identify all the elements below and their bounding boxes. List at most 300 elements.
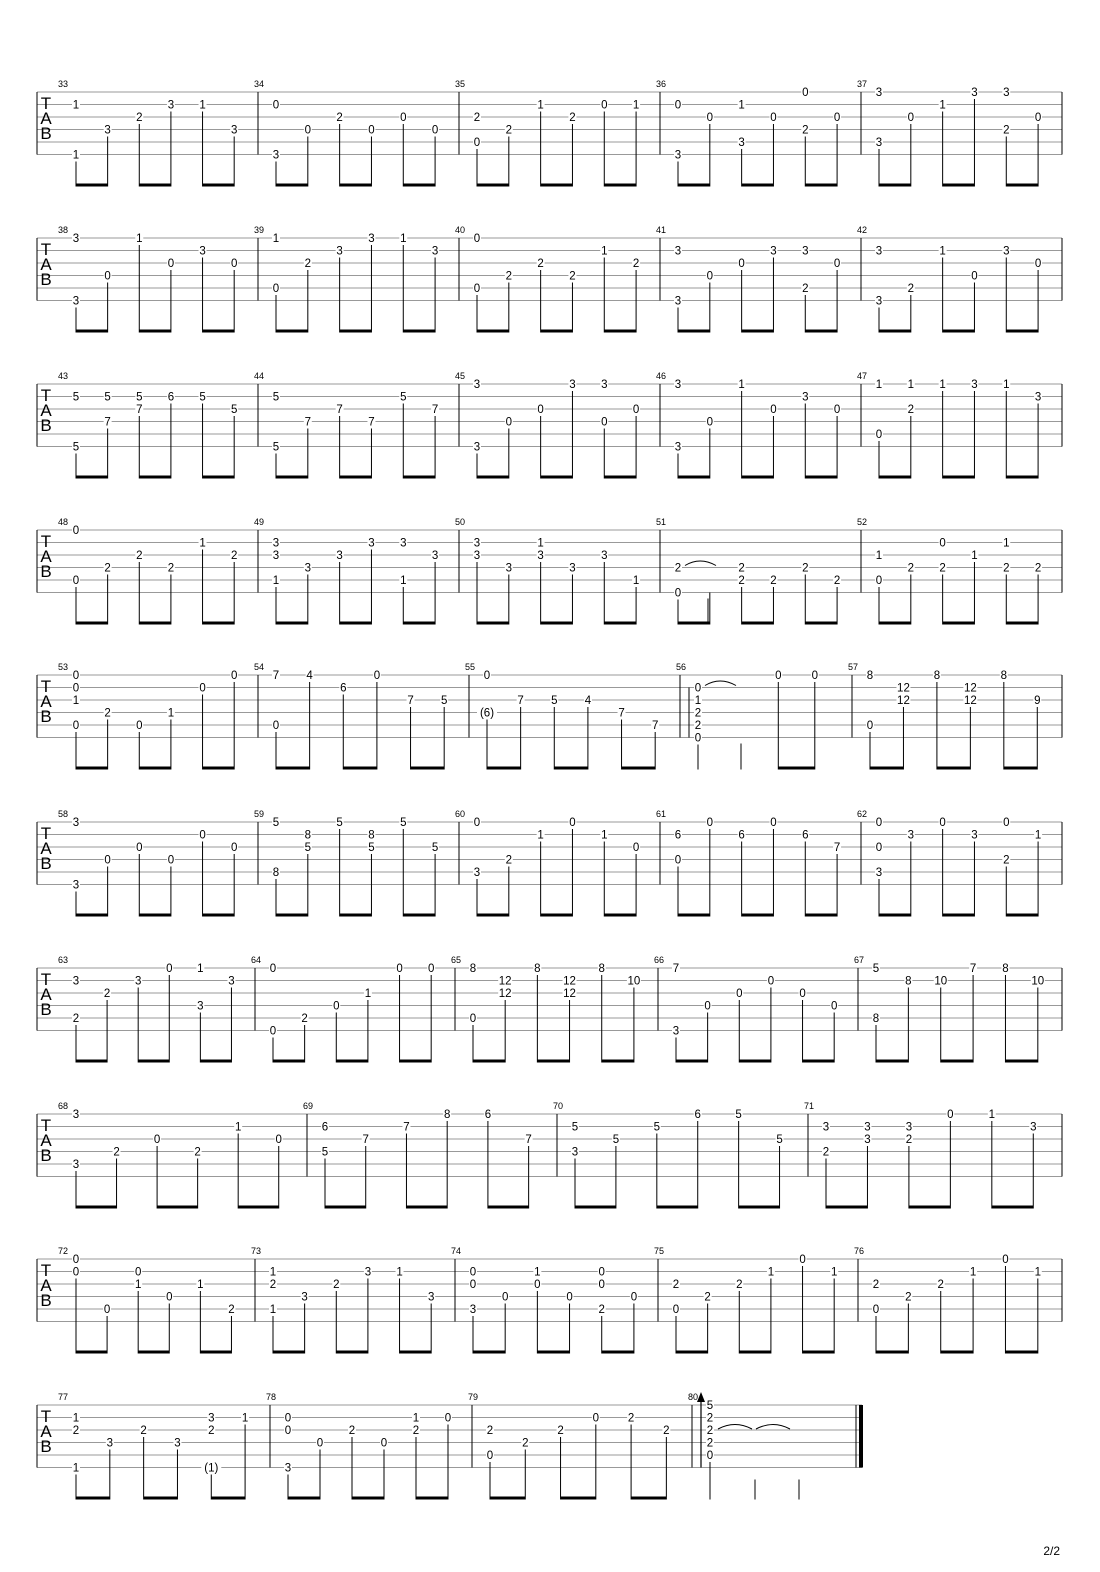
measure-number: 67	[854, 955, 865, 965]
measure-number: 49	[254, 517, 265, 527]
tab-clef-letter: A	[40, 547, 52, 566]
fret-number: 8	[1002, 963, 1009, 975]
fret-number: 3	[864, 1134, 871, 1146]
beam	[400, 1060, 432, 1063]
beam	[76, 1206, 117, 1209]
fret-number: 4	[584, 695, 592, 707]
fret-number: 5	[272, 817, 280, 829]
fret-number: 0	[875, 842, 883, 854]
fret-number: 0	[72, 670, 80, 682]
fret-number: 0	[601, 416, 608, 429]
fret-number: 0	[598, 1266, 605, 1279]
beam	[490, 1497, 525, 1500]
fret-number: 2	[569, 270, 576, 283]
fret-number: 5	[321, 1146, 329, 1159]
beam	[742, 476, 774, 479]
fret-number: 1	[830, 1266, 838, 1279]
beam	[276, 767, 310, 770]
fret-number: 5	[272, 441, 280, 454]
fret-number: 1	[134, 1279, 142, 1291]
measure-number: 45	[455, 371, 466, 381]
fret-number: 7	[517, 695, 524, 707]
fret-number: 1	[632, 575, 640, 587]
fret-number: 3	[301, 1291, 308, 1304]
beam	[941, 1351, 973, 1354]
measure-number: 58	[58, 809, 69, 819]
measure-number: 60	[455, 809, 466, 819]
fret-number: 3	[368, 233, 375, 245]
fret-number: 0	[368, 124, 375, 137]
measure-number: 71	[804, 1101, 815, 1111]
measure-number: 68	[58, 1101, 69, 1111]
fret-number: 7	[304, 416, 312, 429]
measure-number: 55	[465, 662, 476, 672]
fret-number: 2	[706, 1437, 714, 1450]
fret-number: 0	[632, 842, 640, 854]
beam	[537, 1060, 569, 1063]
fret-number: 0	[706, 112, 714, 124]
fret-number: 0	[770, 404, 777, 416]
fret-number: 0	[811, 670, 819, 682]
fret-number: 3	[822, 1121, 830, 1134]
measure-number: 47	[857, 371, 868, 381]
fret-number: 2	[598, 1304, 605, 1316]
beam	[403, 622, 435, 625]
fret-number: 1	[199, 99, 206, 112]
fret-number: 2	[694, 720, 702, 732]
fret-number: 8	[469, 963, 477, 975]
fret-number: 0	[272, 99, 280, 112]
beam	[943, 330, 975, 333]
fret-number: 0	[284, 1412, 292, 1425]
fret-number: 7	[618, 707, 625, 720]
fret-number: 6	[340, 682, 347, 695]
fret-number: 0	[534, 1279, 541, 1291]
fret-number: 3	[971, 829, 978, 842]
fret-number: 7	[651, 720, 659, 732]
beam	[541, 330, 573, 333]
fret-number: 2	[167, 562, 175, 575]
beam	[288, 1497, 320, 1500]
fret-number: 1	[72, 99, 80, 112]
beam	[742, 622, 774, 625]
beam	[138, 1351, 169, 1354]
fret-number: 6	[694, 1109, 701, 1121]
beam	[76, 184, 108, 187]
beam	[203, 330, 235, 333]
fret-number: 0	[473, 817, 481, 829]
beam	[739, 1206, 780, 1209]
fret-number: 3	[875, 295, 883, 308]
fret-number: 3	[875, 245, 883, 258]
tab-clef-letter: B	[40, 562, 52, 581]
measure-number: 80	[688, 1392, 699, 1402]
fret-number: 0	[380, 1437, 388, 1450]
fret-number: 1	[241, 1412, 249, 1425]
beam	[477, 914, 509, 917]
beam	[276, 622, 308, 625]
tab-clef-letter: T	[40, 677, 52, 696]
fret-number: 2	[136, 112, 143, 124]
fret-number: 3	[569, 562, 576, 575]
fret-number: 0	[104, 270, 111, 283]
measure-number: 33	[58, 79, 69, 89]
fret-number: 1	[988, 1109, 996, 1121]
fret-number: 0	[473, 283, 481, 295]
fret-number: 0	[632, 404, 640, 416]
fret-number: 2	[269, 1279, 277, 1291]
measure-number: 36	[656, 79, 667, 89]
fret-number: 2	[822, 1146, 830, 1159]
fret-number: 1	[1034, 829, 1042, 842]
fret-number: 3	[106, 1437, 114, 1450]
fret-number: 0	[167, 854, 175, 867]
fret-number: 8	[443, 1109, 451, 1121]
beam	[602, 1060, 634, 1063]
measure-number: 53	[58, 662, 69, 672]
fret-number: 1	[939, 245, 946, 258]
tab-clef-letter: B	[40, 270, 52, 289]
beam	[879, 914, 911, 917]
fret-number: 2	[522, 1437, 529, 1450]
fret-number: 2	[72, 1013, 80, 1025]
measure-number: 79	[468, 1392, 479, 1402]
fret-number: 0	[736, 988, 743, 1000]
beam	[352, 1497, 384, 1500]
fret-number: 3	[569, 379, 576, 391]
fret-number: 3	[72, 295, 80, 308]
fret-number: 2	[136, 550, 143, 562]
measure-number: 66	[654, 955, 665, 965]
fret-number: 2	[706, 1425, 714, 1437]
fret-number: 7	[403, 1121, 410, 1134]
fret-number: 3	[875, 137, 883, 149]
fret-number: 3	[304, 562, 312, 575]
beam	[157, 1206, 198, 1209]
beam	[403, 476, 435, 479]
fret-number: 0	[694, 682, 702, 695]
fret-number: 0	[103, 1304, 111, 1316]
fret-number: 1	[269, 1266, 277, 1279]
beam	[340, 914, 372, 917]
fret-number: 0	[802, 87, 809, 99]
beam	[139, 476, 171, 479]
final-barline-thick	[859, 1405, 863, 1468]
fret-number: 5	[653, 1121, 661, 1134]
fret-number: 2	[674, 562, 682, 575]
fret-number: 1	[1003, 537, 1010, 550]
beam	[870, 767, 903, 770]
beam	[678, 476, 710, 479]
fret-number: 0	[469, 1279, 477, 1291]
beam	[943, 184, 975, 187]
fret-number: 5	[706, 1400, 714, 1412]
beam	[76, 330, 108, 333]
fret-number: 3	[802, 391, 809, 404]
fret-number: 5	[612, 1134, 620, 1146]
fret-number: 0	[469, 1013, 477, 1025]
beam	[76, 476, 108, 479]
beam	[340, 330, 372, 333]
fret-number: 2	[738, 575, 745, 587]
beam	[678, 622, 710, 625]
fret-number: 0	[939, 817, 946, 829]
beam	[943, 622, 975, 625]
fret-number: 2	[505, 854, 513, 867]
fret-number: 3	[601, 550, 608, 562]
fret-number: 2	[907, 404, 915, 416]
fret-number: 7	[525, 1134, 532, 1146]
tab-clef-letter: A	[40, 1422, 52, 1441]
measure-number: 76	[854, 1246, 865, 1256]
fret-number: 0	[1034, 112, 1042, 124]
fret-number: 3	[971, 87, 978, 99]
fret-number: 2	[1034, 562, 1042, 575]
fret-number: 3	[864, 1121, 871, 1134]
beam	[739, 1351, 771, 1354]
fret-number: 10	[934, 975, 948, 988]
measure-number: 39	[254, 225, 265, 235]
fret-number: 5	[872, 963, 880, 975]
fret-number: 0	[501, 1291, 509, 1304]
beam	[805, 330, 837, 333]
beam	[941, 1060, 973, 1063]
fret-number: 3	[971, 379, 978, 391]
fret-number: 7	[336, 404, 343, 416]
fret-number: 2	[348, 1425, 356, 1437]
fret-number: 2	[736, 1279, 743, 1291]
fret-number: 1	[632, 99, 640, 112]
fret-number: 3	[284, 1462, 292, 1475]
fret-number: 12	[963, 695, 977, 707]
fret-number: 0	[166, 1291, 173, 1304]
fret-number: 7	[431, 404, 439, 416]
fret-number: 0	[72, 1254, 80, 1266]
fret-number: 3	[875, 867, 883, 879]
beam	[541, 622, 573, 625]
measure-number: 73	[251, 1246, 262, 1256]
fret-number: 1	[534, 1266, 541, 1279]
fret-number: 0	[230, 670, 238, 682]
beam	[276, 476, 308, 479]
fret-number: 0	[134, 1266, 142, 1279]
fret-number: 0	[72, 682, 80, 695]
fret-number: 1	[939, 99, 946, 112]
fret-number: 12	[963, 682, 977, 695]
beam	[1005, 1351, 1037, 1354]
fret-number: 2	[336, 112, 343, 124]
fret-number: 12	[498, 975, 512, 988]
beam	[676, 1060, 708, 1063]
fret-number: 3	[134, 975, 142, 988]
beam	[805, 914, 837, 917]
fret-number: 0	[486, 1450, 494, 1462]
measure-number: 72	[58, 1246, 69, 1256]
fret-number: 1	[199, 537, 206, 550]
fret-number: 1	[694, 695, 702, 707]
fret-number: 3	[72, 233, 80, 245]
measure-number: 75	[654, 1246, 665, 1256]
beam	[139, 914, 171, 917]
beam	[200, 1060, 231, 1063]
tab-clef-letter: A	[40, 109, 52, 128]
fret-number: 3	[738, 137, 745, 149]
beam	[139, 767, 171, 770]
beam	[992, 1206, 1033, 1209]
fret-number: 3	[505, 562, 513, 575]
fret-number: 0	[833, 112, 841, 124]
fret-number: 1	[272, 575, 280, 587]
fret-number: 0	[738, 258, 745, 270]
beam	[203, 767, 235, 770]
fret-number: 8	[1000, 670, 1008, 682]
beam	[76, 914, 108, 917]
beam	[411, 767, 445, 770]
beam	[477, 622, 509, 625]
fret-number: 0	[72, 720, 80, 732]
beam	[826, 1206, 867, 1209]
fret-number: 1	[167, 707, 175, 720]
measure-number: 50	[455, 517, 466, 527]
fret-number: 3	[1034, 391, 1042, 404]
fret-number: 2	[672, 1279, 680, 1291]
fret-number: 1	[875, 550, 883, 562]
fret-number: 0	[505, 416, 513, 429]
fret-number: 1	[72, 149, 80, 162]
beam	[805, 184, 837, 187]
fret-number: 3	[601, 379, 608, 391]
beam	[238, 1206, 279, 1209]
fret-number: 0	[72, 525, 80, 537]
fret-number: 3	[174, 1437, 181, 1450]
fret-number: 2	[557, 1425, 564, 1437]
fret-number: 1	[767, 1266, 775, 1279]
tab-clef-letter: B	[40, 707, 52, 726]
fret-number: 1	[875, 379, 883, 391]
beam	[139, 184, 171, 187]
fret-number: 1	[738, 379, 745, 391]
tab-clef-letter: T	[40, 970, 52, 989]
fret-number: 0	[833, 258, 841, 270]
beam	[805, 476, 837, 479]
beam	[631, 1497, 666, 1500]
fret-number: 5	[431, 842, 439, 854]
fret-number: 2	[486, 1425, 494, 1437]
measure-number: 38	[58, 225, 69, 235]
beam	[1004, 767, 1037, 770]
fret-number: 0	[872, 1304, 880, 1316]
beam	[276, 914, 308, 917]
beam	[943, 476, 975, 479]
fret-number: 3	[571, 1146, 579, 1159]
fret-number: 3	[770, 245, 777, 258]
measure-number: 57	[848, 662, 859, 672]
tie-curve	[705, 681, 736, 686]
fret-number: 0	[333, 1000, 340, 1013]
fret-number: 6	[321, 1121, 329, 1134]
fret-number: 6	[738, 829, 745, 842]
beam	[739, 1060, 771, 1063]
fret-number: 5	[400, 817, 407, 829]
fret-number: 3	[674, 149, 682, 162]
beam	[1006, 914, 1038, 917]
fret-number: 1	[537, 99, 544, 112]
beam	[1006, 476, 1038, 479]
beam	[541, 914, 573, 917]
beam	[622, 767, 656, 770]
beam	[336, 1351, 368, 1354]
fret-number: 9	[1034, 695, 1041, 707]
fret-number: 5	[776, 1134, 783, 1146]
measure-number: 35	[455, 79, 466, 89]
measure-number: 74	[451, 1246, 462, 1256]
beam	[537, 1351, 569, 1354]
fret-number: 0	[694, 732, 702, 745]
measure-number: 78	[266, 1392, 277, 1402]
fret-number: 2	[140, 1425, 147, 1437]
fret-number: 7	[407, 695, 414, 707]
beam	[203, 914, 235, 917]
fret-number: 2	[301, 1013, 308, 1025]
fret-number: 0	[473, 137, 481, 149]
fret-number: 1	[136, 233, 143, 245]
fret-number: 2	[802, 124, 809, 137]
fret-number: 3	[672, 1025, 680, 1038]
fret-number: 2	[833, 575, 841, 587]
fret-number: 0	[799, 988, 806, 1000]
tab-clef-letter: B	[40, 416, 52, 435]
beam	[473, 1060, 505, 1063]
tab-clef-letter: A	[40, 401, 52, 420]
fret-number: 1	[738, 99, 745, 112]
beam	[340, 184, 372, 187]
fret-number: 2	[230, 550, 238, 562]
tab-clef-letter: A	[40, 692, 52, 711]
tie-curve	[718, 1425, 752, 1430]
beam	[343, 767, 377, 770]
fret-number: 3	[272, 537, 280, 550]
fret-number: 0	[706, 416, 714, 429]
fret-number: 0	[316, 1437, 324, 1450]
beam	[1006, 622, 1038, 625]
beam	[340, 622, 372, 625]
tab-clef-letter: T	[40, 1407, 52, 1426]
tab-clef-letter: B	[40, 1437, 52, 1456]
fret-number: 3	[907, 829, 915, 842]
fret-number: 0	[674, 854, 682, 867]
measure-number: 52	[857, 517, 868, 527]
beam	[678, 330, 710, 333]
beam	[879, 476, 911, 479]
beam	[1006, 184, 1038, 187]
fret-number: 2	[104, 562, 111, 575]
fret-number: 7	[672, 963, 680, 975]
tie-curve	[756, 1425, 790, 1430]
fret-number: 3	[368, 537, 375, 550]
fret-number: 0	[199, 682, 206, 695]
fret-number: 0	[830, 1000, 838, 1013]
fret-number: 3	[72, 817, 80, 829]
measure-number: 65	[451, 955, 462, 965]
fret-number: 0	[775, 670, 782, 682]
beam	[203, 476, 235, 479]
fret-number: 3	[197, 1000, 204, 1013]
fret-number: 3	[473, 550, 481, 562]
beam	[541, 184, 573, 187]
fret-number: 3	[336, 245, 343, 258]
fret-number: 0	[166, 963, 173, 975]
beam	[487, 767, 521, 770]
